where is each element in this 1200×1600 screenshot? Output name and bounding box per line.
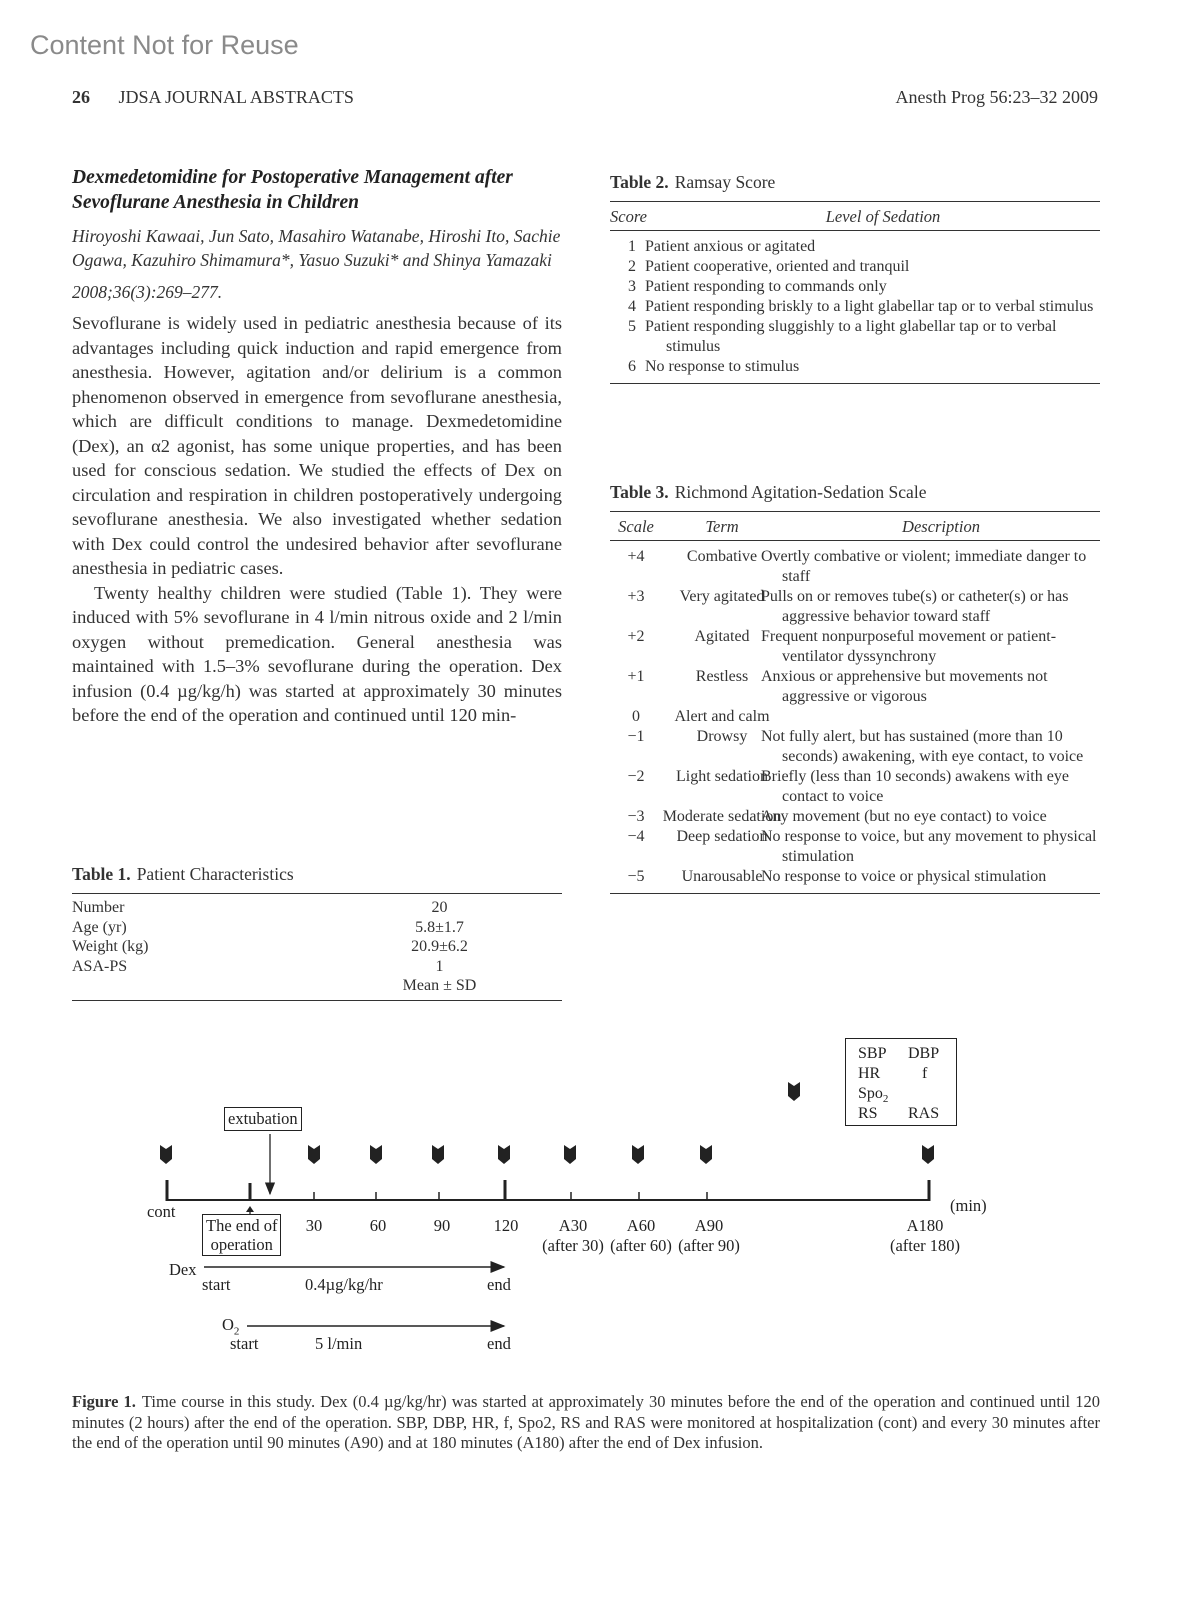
dex-rate-label: 0.4µg/kg/hr (305, 1275, 383, 1294)
row-label (72, 976, 317, 1000)
column-header: Scale (610, 512, 662, 541)
table-label: Table 1. (72, 864, 131, 884)
running-head (72, 87, 1098, 108)
cont-label: cont (147, 1202, 176, 1221)
term-cell: Agitated (694, 628, 750, 645)
scale-cell: −5 (627, 868, 645, 885)
tick-label: 90 (433, 1216, 451, 1235)
column-header: Term (662, 512, 782, 541)
table-row (72, 957, 562, 977)
o2-start-label: start (230, 1334, 259, 1353)
row-label: ASA-PS (72, 957, 128, 975)
table-label: Table 3. (610, 482, 669, 502)
term-cell: Drowsy (696, 728, 748, 745)
minor-ticks (314, 1192, 707, 1200)
measurement-marker-icon (564, 1145, 576, 1164)
term-cell: Moderate sedation (662, 808, 782, 825)
measurement-marker-icon (700, 1145, 712, 1164)
column-header: Level of Sedation (666, 202, 1100, 231)
scale-cell: −2 (627, 768, 645, 785)
description-cell: No response to stimulus (645, 358, 800, 375)
table-row (72, 937, 562, 957)
figure-1 (72, 1030, 1102, 1380)
tick-label: 30 (305, 1216, 323, 1235)
table-row (610, 627, 1100, 667)
term-cell: Very agitated (679, 588, 765, 605)
scale-cell: 0 (632, 708, 640, 725)
table-row (610, 357, 1100, 384)
legend-hr: HR (858, 1065, 881, 1082)
score-cell: 6 (628, 358, 636, 375)
a-tick-label: A90 (after 90) (678, 1216, 740, 1255)
row-value: Mean ± SD (402, 977, 477, 994)
description-cell: Patient cooperative, oriented and tranquil (645, 258, 910, 275)
table-row (610, 827, 1100, 867)
table-row (72, 976, 562, 1000)
scale-cell: −1 (627, 728, 645, 745)
description-cell: Patient responding briskly to a light glabellar tap or to verbal stimulus (645, 298, 1094, 315)
table-row (610, 317, 1100, 357)
dex-end-label: end (487, 1275, 511, 1294)
measurement-marker-icon (922, 1145, 934, 1164)
richmond-scale-table (610, 511, 1100, 894)
row-value: 1 (435, 957, 444, 975)
table-title: Patient Characteristics (136, 864, 294, 884)
row-label: Age (yr) (72, 918, 127, 936)
table-row (610, 727, 1100, 767)
figure-label: Figure 1. (72, 1392, 136, 1411)
scale-cell: −3 (627, 808, 645, 825)
description-cell: Patient responding sluggishly to a light glabellar tap or to verbal stimulus (645, 318, 1057, 355)
table-row (610, 807, 1100, 827)
article-citation: 2008;36(3):269–277. (72, 282, 223, 302)
scale-cell: +1 (627, 668, 645, 685)
table-2 (610, 172, 1100, 384)
page-number: 26 (72, 87, 90, 107)
scale-cell: −4 (627, 828, 645, 845)
scale-cell: +4 (627, 548, 645, 565)
ramsay-score-table (610, 201, 1100, 384)
score-cell: 3 (628, 278, 636, 295)
table-caption (610, 172, 1100, 193)
measurement-legend (845, 1038, 957, 1126)
o2-rate-label: 5 l/min (315, 1334, 363, 1353)
description-cell: Briefly (less than 10 seconds) awakens with eye contact to voice (761, 768, 1069, 805)
description-cell: Any movement (but no eye contact) to voice (761, 808, 1047, 825)
description-cell: Not fully alert, but has sustained (more than 10 seconds) awakening, with eye contact, to voice (761, 728, 1084, 765)
legend-ras: RAS (908, 1105, 940, 1122)
description-cell: Patient responding to commands only (645, 278, 887, 295)
dex-start-label: start (202, 1275, 231, 1294)
body-paragraph: Sevoflurane is widely used in pediatric anesthesia because of its advantages including quick induction and rapid emergence from anesthesia. However, agitation and/or delirium is a common phenomenon observed in emergence from sevoflurane anesthesia, which are difficult conditions to manage. Dexmedetomidine (Dex), an α2 agonist, has some unique properties, and has been used for conscious sedation. We studied the effects of Dex on circulation and respiration in children postoperatively undergoing sevoflurane anesthesia. We also investigated whether sedation with Dex could control the undesired behavior after sevoflurane anesthesia in pediatric cases. (72, 313, 562, 578)
term-cell: Restless (695, 668, 749, 685)
description-cell: Patient anxious or agitated (645, 238, 816, 255)
table-row (610, 297, 1100, 317)
term-cell: Deep sedation (676, 828, 768, 845)
measurement-marker-icon (432, 1145, 444, 1164)
description-cell: Overtly combative or violent; immediate danger to staff (761, 548, 1087, 585)
term-cell: Alert and calm (674, 708, 770, 725)
watermark: Content Not for Reuse (30, 30, 299, 60)
table-row (72, 918, 562, 938)
measurement-marker-icon (788, 1082, 800, 1101)
table-label: Table 2. (610, 172, 669, 192)
dex-label: Dex (169, 1260, 197, 1279)
score-cell: 1 (628, 238, 636, 255)
description-cell: Frequent nonpurposeful movement or patient-ventilator dyssynchrony (761, 628, 1057, 665)
term-cell: Combative (686, 548, 758, 565)
description-cell: No response to voice or physical stimulation (761, 868, 1047, 885)
o2-end-label: end (487, 1334, 511, 1353)
score-cell: 5 (628, 318, 636, 335)
table-row (72, 894, 562, 918)
figure-caption-text: Time course in this study. Dex (0.4 µg/kg/hr) was started at approximately 30 minutes before the end of the operation and continued until 120 minutes (2 hours) after the end of the operation. SBP, DBP, HR, f, Spo2, RS and RAS were monitored at hospitalization (cont) and every 30 minutes after the end of the operation until 90 minutes (A90) and at 180 minutes (A180) after the end of Dex infusion. (72, 1392, 1100, 1452)
term-cell: Light sedation (676, 768, 768, 785)
table-caption (610, 482, 1100, 503)
tick-label: 60 (369, 1216, 387, 1235)
table-row (610, 257, 1100, 277)
measurement-marker-icon (632, 1145, 644, 1164)
table-row (610, 587, 1100, 627)
legend-f: f (922, 1065, 928, 1082)
table-title: Richmond Agitation-Sedation Scale (674, 482, 927, 502)
a-tick-label: A30 (after 30) (542, 1216, 604, 1255)
measurement-marker-icon (370, 1145, 382, 1164)
table-row (610, 277, 1100, 297)
end-of-operation-label: The end of operation (202, 1214, 281, 1256)
legend-sbp: SBP (858, 1045, 887, 1062)
unit-label: (min) (950, 1196, 987, 1215)
a-tick-label: A60 (after 60) (610, 1216, 672, 1255)
legend-dbp: DBP (908, 1045, 940, 1062)
table-row (610, 707, 1100, 727)
description-cell (782, 707, 1100, 727)
article-column (72, 165, 562, 728)
patient-characteristics-table (72, 893, 562, 1001)
measurement-marker-icon (160, 1145, 172, 1164)
term-cell: Unarousable (681, 868, 763, 885)
row-value: 5.8±1.7 (415, 918, 464, 936)
journal-citation: Anesth Prog 56:23–32 2009 (895, 87, 1098, 107)
scale-cell: +3 (627, 588, 645, 605)
measurement-marker-icon (308, 1145, 320, 1164)
row-label: Number (72, 899, 125, 916)
table-1 (72, 864, 562, 1001)
table-row (610, 667, 1100, 707)
column-header: Score (610, 202, 666, 231)
score-cell: 4 (628, 298, 636, 315)
section-title: JDSA JOURNAL ABSTRACTS (118, 87, 354, 107)
scale-cell: +2 (627, 628, 645, 645)
table-row (610, 767, 1100, 807)
extubation-label: extubation (224, 1107, 302, 1131)
table-row (610, 541, 1100, 588)
a-tick-label: A180 (after 180) (889, 1216, 961, 1255)
article-authors: Hiroyoshi Kawaai, Jun Sato, Masahiro Watanabe, Hiroshi Ito, Sachie Ogawa, Kazuhiro Shimamura*, Yasuo Suzuki* and Shinya Yamazaki (72, 226, 561, 270)
legend-spo2: Spo$_2$ (858, 1085, 889, 1106)
row-label: Weight (kg) (72, 938, 149, 955)
table-title: Ramsay Score (674, 172, 776, 192)
description-cell: Anxious or apprehensive but movements not aggressive or vigorous (761, 668, 1048, 705)
column-header: Description (782, 512, 1100, 541)
row-value: 20 (431, 899, 448, 916)
o2-label: $O_2$ (222, 1315, 240, 1338)
table-caption (72, 864, 562, 885)
table-3 (610, 482, 1100, 894)
score-cell: 2 (628, 258, 636, 275)
tick-label: 120 (493, 1216, 519, 1235)
table-row (610, 867, 1100, 894)
measurement-marker-icon (498, 1145, 510, 1164)
body-paragraph: Twenty healthy children were studied (Table 1). They were induced with 5% sevoflurane in 4 l/min nitrous oxide and 2 l/min oxygen without premedication. General anesthesia was maintained with 1.5–3% sevoflurane during the operation. Dex infusion (0.4 µg/kg/h) was started at approximately 30 minutes before the end of the operation and continued until 120 min- (72, 582, 562, 725)
table-row (610, 231, 1100, 258)
legend-rs: RS (858, 1105, 878, 1122)
article-title: Dexmedetomidine for Postoperative Management after Sevoflurane Anesthesia in Children (72, 167, 513, 213)
description-cell: Pulls on or removes tube(s) or catheter(s) or has aggressive behavior toward staff (761, 588, 1069, 625)
major-ticks (167, 1180, 929, 1201)
row-value: 20.9±6.2 (411, 938, 468, 955)
figure-caption (72, 1392, 1100, 1454)
description-cell: No response to voice, but any movement to physical stimulation (761, 828, 1097, 865)
